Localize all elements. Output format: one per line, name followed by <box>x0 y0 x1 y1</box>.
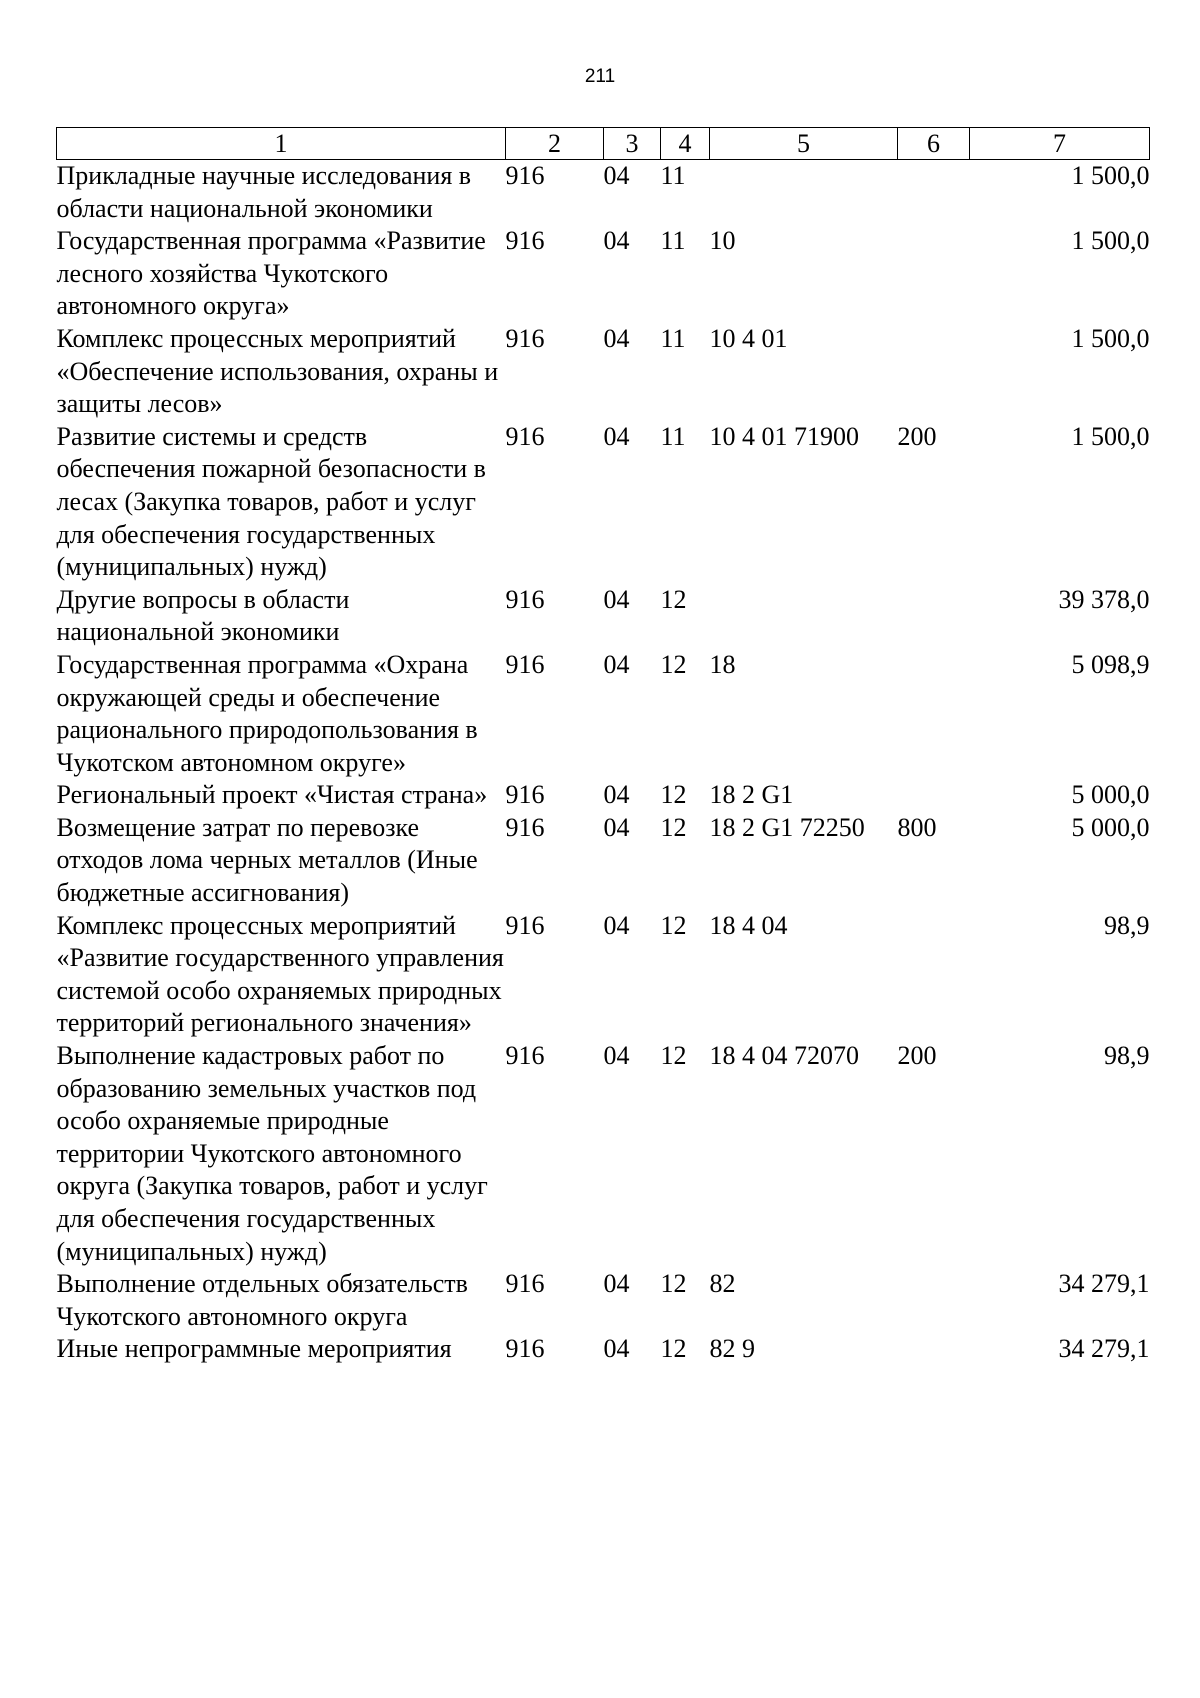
subsection-code: 12 <box>660 780 687 810</box>
table-row <box>57 584 1150 649</box>
amount: 1 500,0 <box>1071 161 1150 190</box>
amount: 5 000,0 <box>1071 812 1150 842</box>
row-name: Прикладные научные исследования в области национальной экономики <box>56 161 472 223</box>
row-name: Государственная программа «Охрана окружающей среды и обеспечение рационального природопользования в Чукотском автономном округе» <box>56 649 478 777</box>
amount: 98,9 <box>1104 910 1150 940</box>
expense-type-code: 800 <box>897 812 937 842</box>
expense-type-code: 200 <box>897 421 937 451</box>
row-name: Государственная программа «Развитие лесного хозяйства Чукотского автономного округа» <box>56 226 486 321</box>
target-article-code: 10 4 01 <box>709 323 788 353</box>
expense-type-code <box>898 323 970 421</box>
column-header: 1 <box>57 128 506 160</box>
expense-type-code <box>898 910 970 1040</box>
subsection-code: 12 <box>660 1334 687 1364</box>
target-article-code: 18 4 04 72070 <box>709 1041 859 1071</box>
amount: 1 500,0 <box>1071 323 1150 353</box>
subsection-code: 12 <box>660 649 687 679</box>
amount: 39 378,0 <box>1058 584 1150 614</box>
table-header-row <box>57 128 1150 160</box>
section-code: 04 <box>603 421 630 451</box>
table-row <box>57 1333 1150 1366</box>
table-row <box>57 1268 1150 1333</box>
table-row <box>57 649 1150 779</box>
expense-type-code <box>898 225 970 323</box>
table-row <box>57 812 1150 910</box>
target-article-code: 82 9 <box>709 1334 755 1364</box>
amount: 1 500,0 <box>1071 226 1150 256</box>
subsection-code: 11 <box>660 421 686 451</box>
target-article-code: 18 2 G1 72250 <box>709 812 865 842</box>
ministry-code: 916 <box>505 812 545 842</box>
section-code: 04 <box>603 812 630 842</box>
amount: 34 279,1 <box>1058 1334 1150 1364</box>
column-header: 4 <box>661 128 710 160</box>
subsection-code: 11 <box>660 226 686 256</box>
section-code: 04 <box>603 780 630 810</box>
section-code: 04 <box>603 226 630 256</box>
subsection-code: 12 <box>660 812 687 842</box>
column-header: 7 <box>970 128 1150 160</box>
subsection-code: 12 <box>660 1041 687 1071</box>
expense-type-code <box>898 160 970 226</box>
table-row <box>57 779 1150 812</box>
expense-type-code <box>898 779 970 812</box>
row-name: Выполнение отдельных обязательств Чукотского автономного округа <box>56 1269 468 1331</box>
subsection-code: 11 <box>660 161 686 190</box>
ministry-code: 916 <box>505 161 545 190</box>
amount: 34 279,1 <box>1058 1269 1150 1299</box>
amount: 98,9 <box>1104 1041 1150 1071</box>
row-name: Комплекс процессных мероприятий «Обеспечение использования, охраны и защиты лесов» <box>56 323 499 419</box>
ministry-code: 916 <box>505 910 545 940</box>
row-name: Другие вопросы в области национальной экономики <box>56 584 350 647</box>
row-name: Комплекс процессных мероприятий «Развитие государственного управления системой особо охраняемых природных территорий регионального значения» <box>56 910 504 1038</box>
row-name: Развитие системы и средств обеспечения пожарной безопасности в лесах (Закупка товаров, работ и услуг для обеспечения государственных (муниципальных) нужд) <box>56 421 486 582</box>
target-article-code: 18 2 G1 <box>709 780 794 810</box>
expense-type-code <box>898 584 970 649</box>
section-code: 04 <box>603 910 630 940</box>
expense-type-code <box>898 1333 970 1366</box>
target-article-code: 82 <box>709 1269 736 1299</box>
target-article-code: 10 <box>709 226 736 256</box>
column-header: 3 <box>604 128 661 160</box>
section-code: 04 <box>603 161 630 190</box>
section-code: 04 <box>603 1269 630 1299</box>
ministry-code: 916 <box>505 649 545 679</box>
column-header: 2 <box>506 128 604 160</box>
row-name: Региональный проект «Чистая страна» <box>56 780 488 810</box>
amount: 5 000,0 <box>1071 780 1150 810</box>
section-code: 04 <box>603 323 630 353</box>
expense-type-code <box>898 1268 970 1333</box>
row-name: Выполнение кадастровых работ по образованию земельных участков под особо охраняемые природные территории Чукотского автономного округа (Закупка товаров, работ и услуг для обеспечения государственных (муниципальных) нужд) <box>56 1041 488 1266</box>
amount: 1 500,0 <box>1071 421 1150 451</box>
ministry-code: 916 <box>505 226 545 256</box>
column-header: 6 <box>898 128 970 160</box>
ministry-code: 916 <box>505 1269 545 1299</box>
ministry-code: 916 <box>505 323 545 353</box>
subsection-code: 12 <box>660 910 687 940</box>
ministry-code: 916 <box>505 1041 545 1071</box>
row-name: Иные непрограммные мероприятия <box>56 1334 452 1364</box>
section-code: 04 <box>603 1334 630 1364</box>
target-article-code: 18 <box>709 649 736 679</box>
ministry-code: 916 <box>505 584 545 614</box>
target-article-code: 18 4 04 <box>709 910 788 940</box>
subsection-code: 11 <box>660 323 686 353</box>
ministry-code: 916 <box>505 1334 545 1364</box>
page-number: 211 <box>584 66 616 87</box>
expense-type-code <box>898 649 970 779</box>
section-code: 04 <box>603 1041 630 1071</box>
target-article-code: 10 4 01 71900 <box>709 421 859 451</box>
subsection-code: 12 <box>660 584 687 614</box>
ministry-code: 916 <box>505 421 545 451</box>
column-header: 5 <box>710 128 898 160</box>
table-row <box>57 910 1150 1040</box>
subsection-code: 12 <box>660 1269 687 1299</box>
section-code: 04 <box>603 649 630 679</box>
table-row <box>57 1040 1150 1268</box>
target-article-code <box>710 160 898 226</box>
table-row <box>57 160 1150 226</box>
amount: 5 098,9 <box>1071 649 1150 679</box>
expense-type-code: 200 <box>897 1041 937 1071</box>
ministry-code: 916 <box>505 780 545 810</box>
budget-table <box>56 127 1150 1366</box>
target-article-code <box>710 584 898 649</box>
section-code: 04 <box>603 584 630 614</box>
row-name: Возмещение затрат по перевозке отходов лома черных металлов (Иные бюджетные ассигнования) <box>56 812 478 908</box>
table-row <box>57 421 1150 584</box>
table-row <box>57 225 1150 323</box>
table-row <box>57 323 1150 421</box>
